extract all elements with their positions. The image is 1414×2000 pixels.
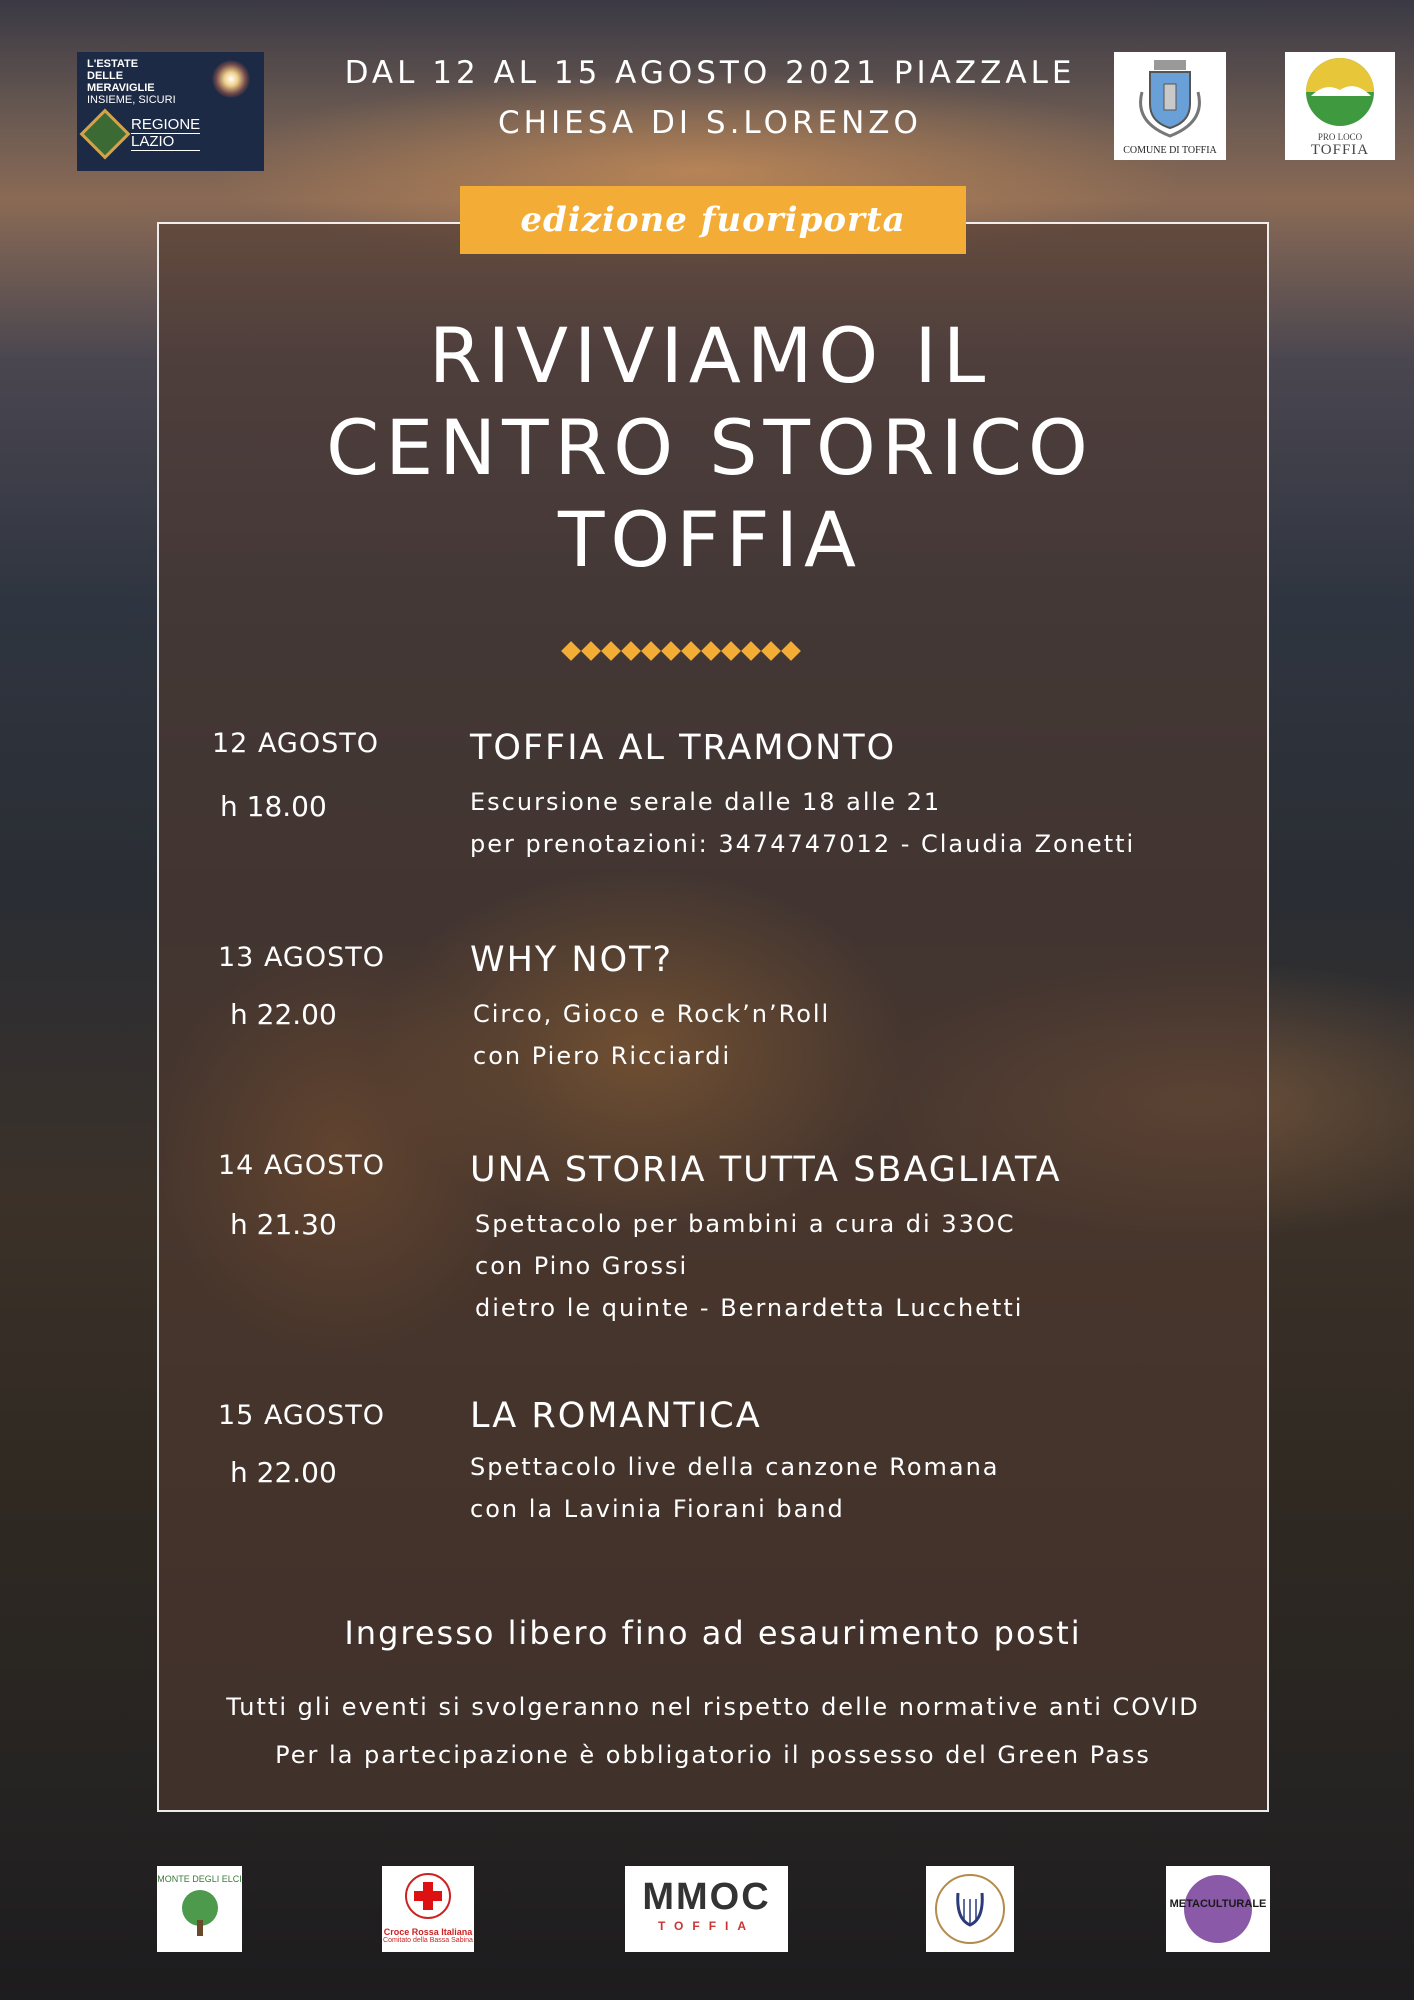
comune-caption: COMUNE DI TOFFIA [1123, 145, 1217, 156]
diamond-icon [601, 641, 621, 661]
diamond-divider [562, 642, 799, 660]
event-date: 12 AGOSTO [212, 728, 379, 759]
lazio-emblem-icon [80, 109, 131, 160]
diamond-icon [681, 641, 701, 661]
monte-caption: MONTE DEGLI ELCI [157, 1874, 242, 1884]
event-time: h 21.30 [230, 1208, 337, 1241]
event-desc-line: Circo, Gioco e Rock’n’Roll [473, 1000, 831, 1028]
diamond-icon [741, 641, 761, 661]
mmoc-caption: MMOC [642, 1876, 771, 1918]
lazio-logo-line3: MERAVIGLIE [87, 82, 155, 94]
diamond-icon [641, 641, 661, 661]
edition-banner: edizione fuoriporta [460, 186, 966, 254]
event-title: WHY NOT? [470, 940, 674, 980]
event-description [470, 781, 1135, 865]
event-time: h 22.00 [230, 998, 337, 1031]
proloco-caption: TOFFIA [1310, 142, 1370, 158]
proloco-toffia-logo [1285, 52, 1395, 160]
lazio-region-label2: LAZIO [131, 134, 200, 151]
covid-notes [157, 1683, 1269, 1779]
event-title: UNA STORIA TUTTA SBAGLIATA [470, 1150, 1062, 1190]
event-description [473, 993, 830, 1077]
event-time: h 22.00 [230, 1456, 337, 1489]
lazio-logo-line1: L'ESTATE [87, 58, 139, 70]
metaculturale-logo [1166, 1866, 1270, 1952]
event-date: 15 AGOSTO [218, 1400, 385, 1431]
mmoc-toffia-logo [625, 1866, 788, 1952]
event-date: 13 AGOSTO [218, 942, 385, 973]
firework-icon [212, 60, 250, 98]
page-title [180, 310, 1240, 586]
event-title: TOFFIA AL TRAMONTO [470, 728, 897, 768]
coat-of-arms-icon [1114, 52, 1226, 142]
date-line-1: DAL 12 AL 15 AGOSTO 2021 PIAZZALE [344, 55, 1076, 91]
diamond-icon [661, 641, 681, 661]
event-title: LA ROMANTICA [470, 1396, 762, 1436]
diamond-icon [561, 641, 581, 661]
regione-lazio-logo [77, 52, 264, 171]
diamond-icon [621, 641, 641, 661]
lyre-icon [930, 1869, 1010, 1949]
event-description [470, 1446, 1000, 1530]
event-desc-line: Spettacolo per bambini a cura di 33OC [475, 1210, 1016, 1238]
comune-toffia-logo [1114, 52, 1226, 160]
event-time: h 18.00 [220, 790, 327, 823]
event-desc-line: Escursione serale dalle 18 alle 21 [470, 788, 942, 816]
diamond-icon [781, 641, 801, 661]
event-date: 14 AGOSTO [218, 1150, 385, 1181]
event-desc-line: dietro le quinte - Bernardetta Lucchetti [475, 1294, 1024, 1322]
monte-degli-elci-logo [157, 1866, 242, 1952]
lazio-logo-line2: DELLE [87, 70, 124, 82]
proloco-small-caption: PRO LOCO [1317, 132, 1363, 142]
diamond-icon [721, 641, 741, 661]
event-desc-line: con la Lavinia Fiorani band [470, 1495, 845, 1523]
event-dates-location [320, 48, 1100, 148]
event-description [475, 1203, 1023, 1329]
free-entry-notice: Ingresso libero fino ad esaurimento posti [344, 1614, 1082, 1652]
event-desc-line: per prenotazioni: 3474747012 - Claudia Zonetti [470, 830, 1136, 858]
lazio-logo-line4: INSIEME, SICURI [87, 94, 176, 106]
title-line-3: TOFFIA [557, 495, 863, 584]
covid-note-line: Tutti gli eventi si svolgeranno nel rispetto delle normative anti COVID [226, 1693, 1200, 1721]
red-cross-icon [398, 1870, 458, 1922]
mmoc-subcaption: TOFFIA [657, 1919, 756, 1933]
event-desc-line: con Piero Ricciardi [473, 1042, 732, 1070]
croce-caption-2: Comitato della Bassa Sabina [383, 1937, 473, 1944]
title-line-2: CENTRO STORICO [326, 403, 1094, 492]
diamond-icon [761, 641, 781, 661]
event-desc-line: con Pino Grossi [475, 1252, 689, 1280]
tree-icon [170, 1884, 230, 1940]
croce-rossa-logo [382, 1866, 474, 1952]
croce-caption-1: Croce Rossa Italiana [383, 1927, 473, 1937]
proloco-emblem-icon [1285, 52, 1395, 128]
lazio-region-label1: REGIONE [131, 116, 201, 133]
date-line-2: CHIESA DI S.LORENZO [498, 105, 922, 141]
event-desc-line: Spettacolo live della canzone Romana [470, 1453, 1000, 1481]
diamond-icon [581, 641, 601, 661]
meta-caption: METACULTURALE [1169, 1898, 1267, 1910]
diamond-icon [701, 641, 721, 661]
banda-musicale-logo [926, 1866, 1014, 1952]
covid-note-line: Per la partecipazione è obbligatorio il possesso del Green Pass [275, 1741, 1151, 1769]
title-line-1: RIVIVIAMO IL [428, 311, 992, 400]
